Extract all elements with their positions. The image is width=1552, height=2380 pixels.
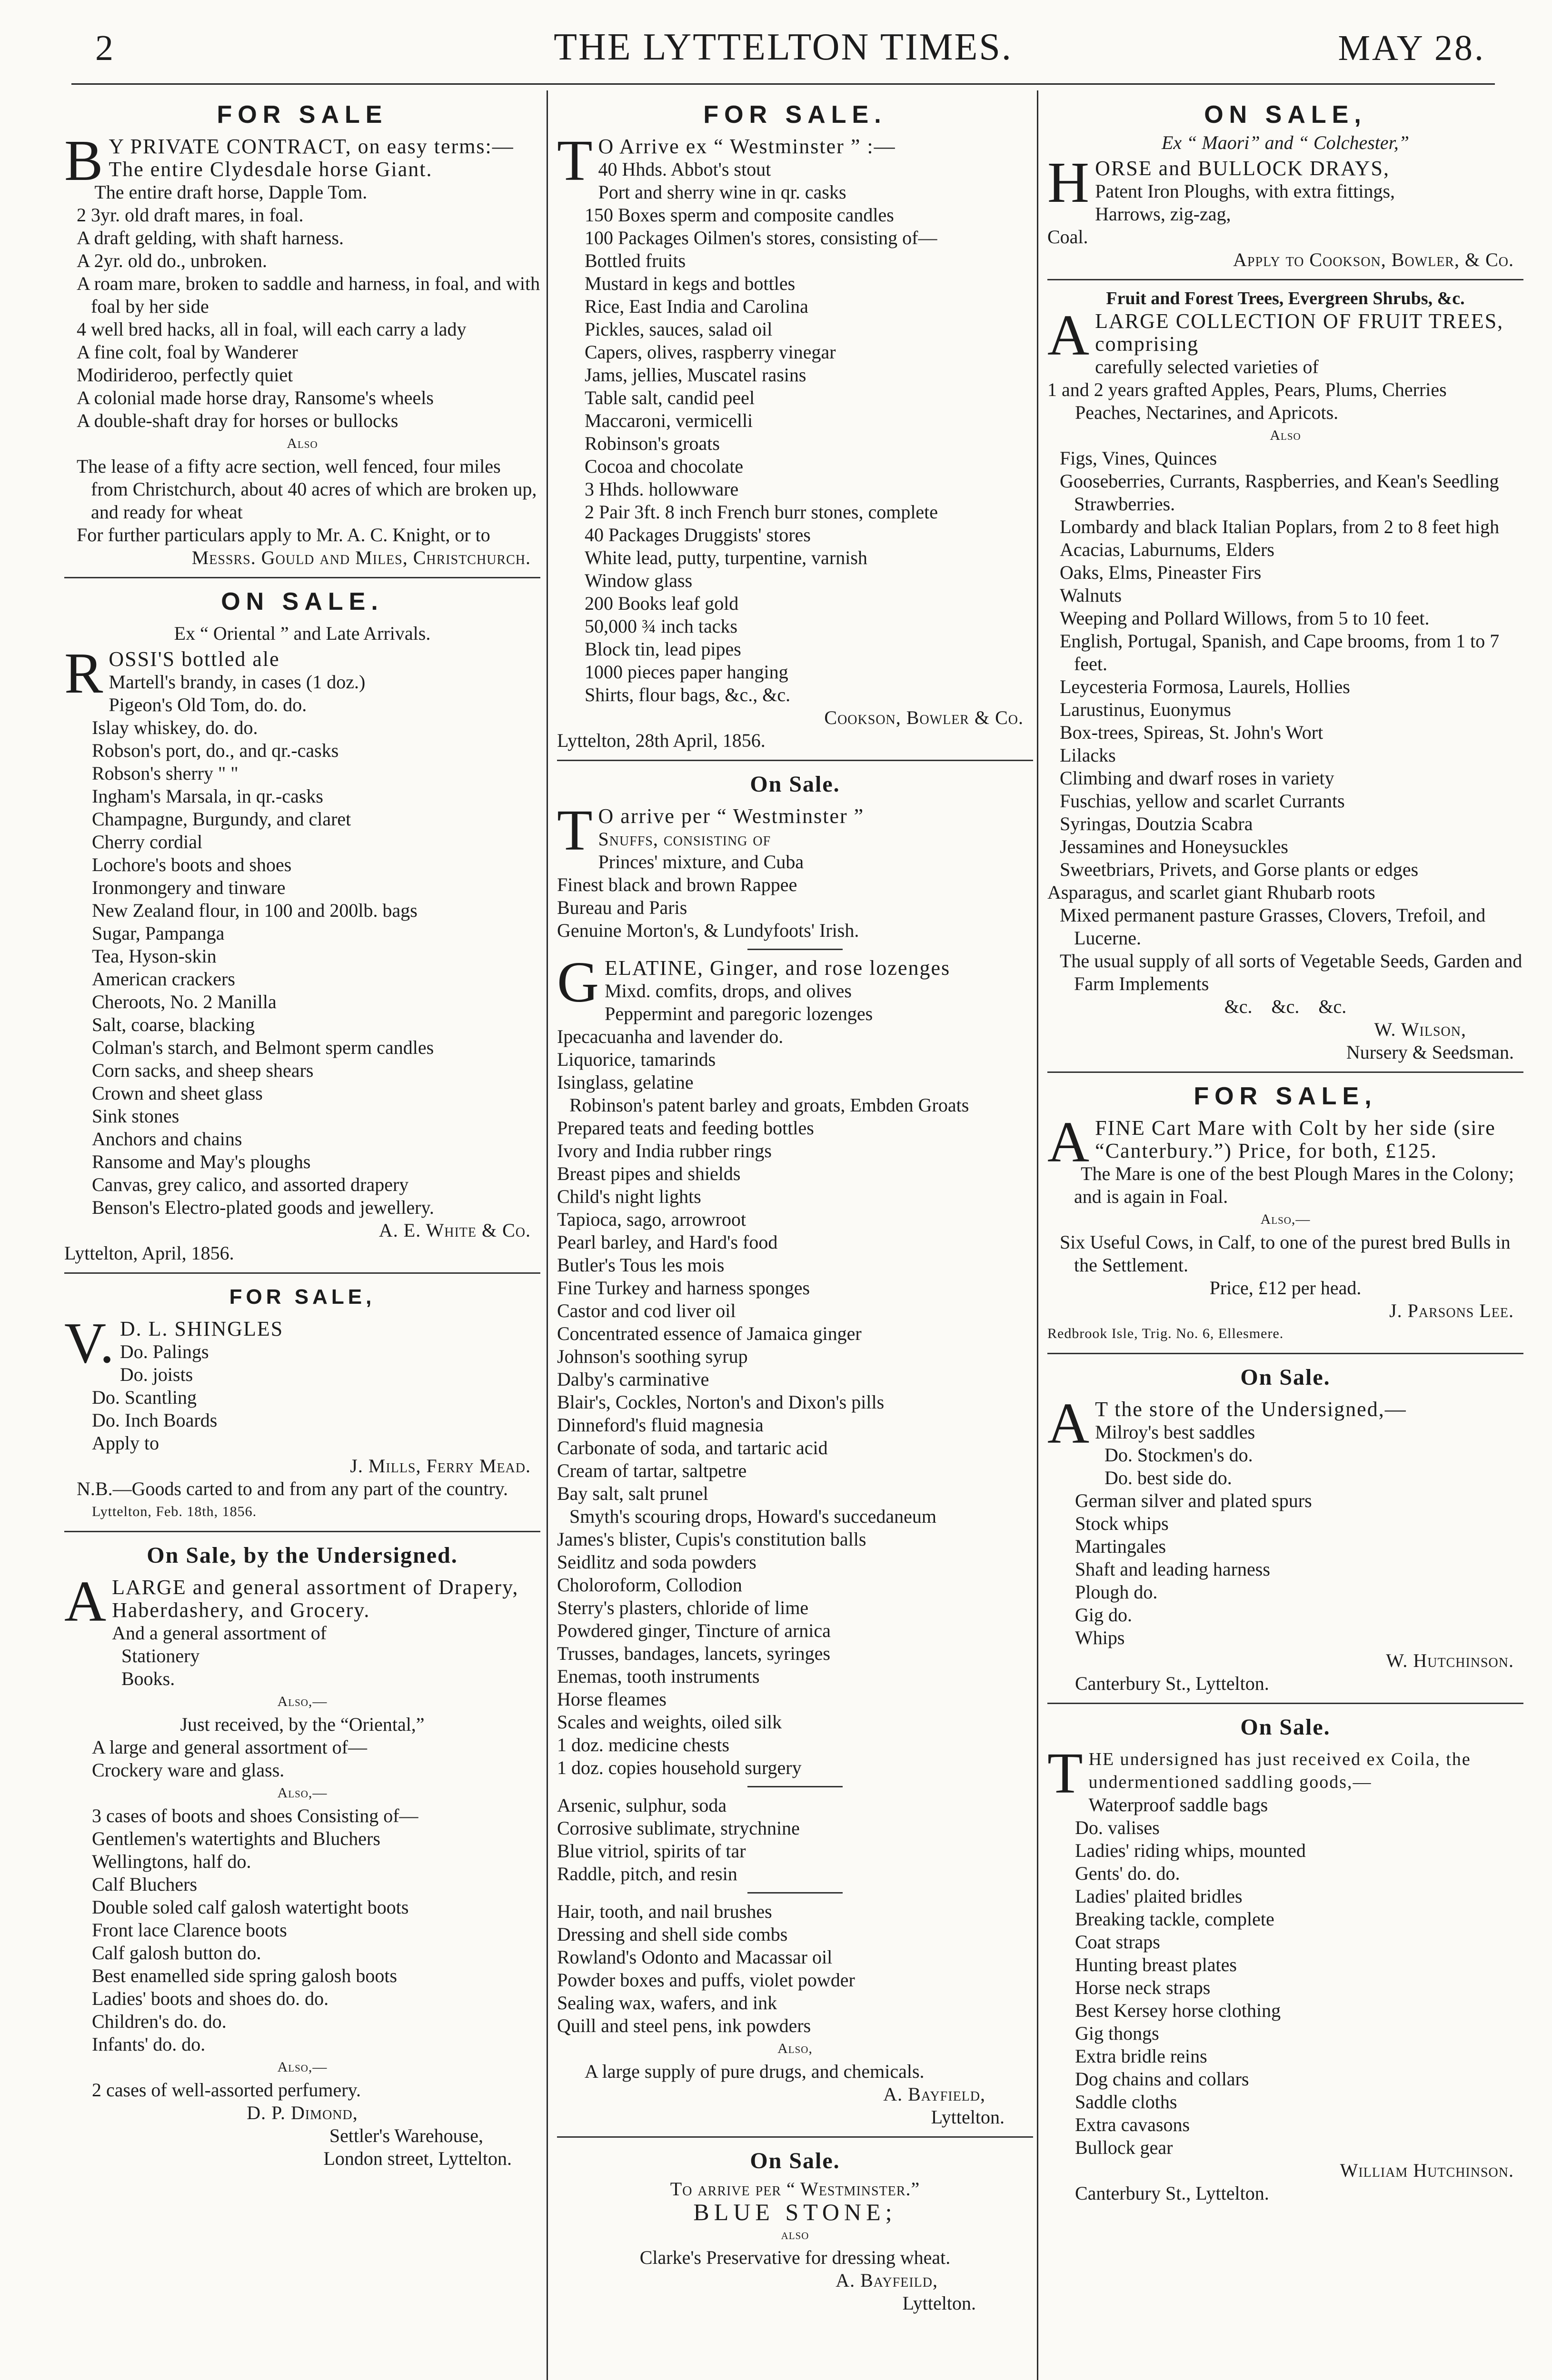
list-item: Quill and steel pens, ink powders [557,2015,811,2036]
ad-signature: A. Bayfield, [883,2083,985,2105]
also-label: Also [1270,427,1301,443]
ad-heading: Fruit and Forest Trees, Evergreen Shrubs, &c. [1106,288,1465,308]
ad-druggist-stores [557,768,1033,2129]
list-item: carefully selected varieties of [1095,356,1319,377]
list-item: New Zealand flour, in 100 and 200lb. bags [92,900,418,921]
price-text: Price, £12 per head. [1209,1277,1362,1299]
ad-heading: FOR SALE. [703,101,887,129]
list-item: Climbing and dwarf roses in variety [1060,767,1334,789]
list-item: Milroy's best saddles [1095,1421,1255,1443]
ad-subheading: Ex “ Maori” and “ Colchester,” [1161,132,1410,153]
list-item: Gentlemen's watertights and Bluchers [92,1828,380,1849]
list-item: Liquorice, tamarinds [557,1049,716,1070]
list-item: Plough do. [1075,1581,1158,1603]
list-item: Ironmongery and tinware [92,877,286,898]
ad-divider [64,1272,540,1274]
list-item: Shaft and leading harness [1075,1558,1270,1580]
list-item: Robinson's patent barley and groats, Embden Groats [569,1094,969,1116]
item-list [557,980,1033,1779]
ad-heading: On Sale. [1240,1715,1331,1740]
ad-signature: Messrs. Gould and Miles, Christchurch. [191,547,531,568]
item-list [557,828,1033,942]
item-list [557,1794,1033,1885]
ad-lead: HORSE and BULLOCK DRAYS, [1047,150,1390,215]
list-item: American crackers [92,968,235,990]
list-item: Robson's port, do., and qr.-casks [92,740,339,761]
list-item: Wellingtons, half do. [92,1851,251,1872]
ad-text: Six Useful Cows, in Calf, to one of the purest bred Bulls in the Settlement. [1060,1231,1511,1276]
list-item: Larustinus, Euonymus [1060,699,1231,720]
newspaper-title: THE LYTTELTON TIMES. [554,26,1013,68]
ad-shingles [64,1280,540,1523]
ad-saddling-goods [1047,1711,1523,2205]
list-item: 40 Packages Druggists' stores [585,524,811,545]
ad-divider [1047,1071,1523,1073]
list-item: Whips [1075,1627,1125,1648]
list-item: Cocoa and chocolate [585,456,744,477]
list-item: Ladies' plaited bridles [1075,1885,1243,1907]
list-item: Powdered ginger, Tincture of arnica [557,1620,831,1641]
list-item: A large supply of pure drugs, and chemicals. [585,2061,925,2082]
list-item: Robinson's groats [585,433,720,454]
item-list [1047,1794,1523,2159]
list-item: Pearl barley, and Hard's food [557,1231,778,1253]
ad-lead: ALARGE and general assortment of Drapery, Haberdashery, and Grocery. [64,1569,519,1634]
ad-lead: AFINE Cart Mare with Colt by her side (sire “Canterbury.”) Price, for both, £125. [1047,1110,1496,1174]
list-item: Extra bridle reins [1075,2045,1207,2067]
column-2 [557,95,1033,2380]
list-item: James's blister, Cupis's constitution balls [557,1528,866,1550]
list-item: Weeping and Pollard Willows, from 5 to 10 feet. [1060,607,1430,629]
masthead-rule [71,83,1495,85]
item-list [64,1340,540,1455]
ad-date: Lyttelton, Feb. 18th, 1856. [92,1504,257,1519]
ad-heading: On Sale. [750,2148,840,2173]
list-item: Peaches, Nectarines, and Apricots. [1075,402,1339,423]
ad-saddlery [1047,1361,1523,1695]
ad-signature-line: Lyttelton. [902,2292,976,2314]
list-item: English, Portugal, Spanish, and Cape brooms, from 1 to 7 feet. [1060,630,1500,674]
list-item: Carbonate of soda, and tartaric acid [557,1437,828,1458]
ad-signature: D. P. Dimond, [247,2102,358,2123]
column-3 [1047,95,1523,2380]
list-item: Hair, tooth, and nail brushes [557,1901,772,1922]
list-item: Fine Turkey and harness sponges [557,1277,810,1299]
ad-signature: A. E. White & Co. [378,1220,531,1241]
list-item: 2 3yr. old draft mares, in foal. [77,204,304,226]
list-item: Dressing and shell side combs [557,1924,788,1945]
list-item: Ingham's Marsala, in qr.-casks [92,785,323,807]
list-item: Sealing wax, wafers, and ink [557,1992,777,2013]
list-item: Dog chains and collars [1075,2068,1249,2090]
ad-divider [64,577,540,578]
list-item: 2 Pair 3ft. 8 inch French burr stones, complete [585,501,938,523]
list-item: 1 doz. copies household surgery [557,1757,802,1778]
list-item: Ransome and May's ploughs [92,1151,311,1172]
list-item: Patent Iron Ploughs, with extra fittings, [1095,180,1395,202]
also-label: Also,— [277,1785,328,1801]
section-divider [747,1892,843,1894]
list-item: 1 doz. medicine chests [557,1734,730,1755]
list-item: Gig thongs [1075,2023,1159,2044]
list-item: Box-trees, Spireas, St. John's Wort [1060,722,1323,743]
ad-divider [64,1531,540,1532]
ad-heading: ON SALE. [221,588,384,615]
list-item: Sterry's plasters, chloride of lime [557,1597,809,1618]
list-item: Ladies' boots and shoes do. do. [92,1988,329,2009]
ad-signature-line: London street, Lyttelton. [323,2148,512,2169]
list-item: Seidlitz and soda powders [557,1551,756,1573]
ad-fruit-trees [1047,287,1523,1064]
ad-place: Canterbury St., Lyttelton. [1075,2182,1269,2204]
masthead [71,19,1495,76]
ad-lead: AT the store of the Undersigned,— [1047,1391,1407,1456]
ad-westminster-stores [557,98,1033,752]
list-item: Books. [121,1668,175,1689]
list-item: Tea, Hyson-skin [92,945,217,967]
list-item: Harrows, zig-zag, [1095,203,1231,225]
ad-lead: V.D. L. SHINGLES [64,1311,284,1375]
list-item: Oaks, Elms, Pineaster Firs [1060,562,1262,583]
list-item: Tapioca, sago, arrowroot [557,1209,746,1230]
list-item: Sugar, Pampanga [92,922,225,944]
list-item: Martell's brandy, in cases (1 doz.) [109,671,366,693]
list-item: Fuschias, yellow and scarlet Currants [1060,790,1345,812]
list-item: Enemas, tooth instruments [557,1666,760,1687]
item-list [1047,447,1523,904]
ad-lead: TO arrive per “ Westminster ” [557,798,865,863]
list-item: 3 Hhds. hollowware [585,478,739,500]
list-item: Capers, olives, raspberry vinegar [585,341,836,363]
ad-lead: ROSSI'S bottled ale [64,641,280,705]
list-item: Bureau and Paris [557,897,687,918]
list-item: Canvas, grey calico, and assorted drapery [92,1174,409,1195]
list-item: Robson's sherry " " [92,763,239,784]
ad-heading: On Sale, by the Undersigned. [147,1543,458,1568]
list-item: Stationery [121,1645,200,1666]
list-item: 1000 pieces paper hanging [585,661,788,683]
ad-subheading: Ex “ Oriental ” and Late Arrivals. [174,623,431,644]
list-item: White lead, putty, turpentine, varnish [585,547,867,568]
also-label: Also, [777,2041,813,2056]
list-item: Lochore's boots and shoes [92,854,292,875]
list-item: Coat straps [1075,1931,1160,1953]
list-item: Do. joists [119,1364,193,1385]
list-item: Block tin, lead pipes [585,638,741,660]
list-item: Lombardy and black Italian Poplars, from 2 to 8 feet high [1060,516,1500,537]
list-item: Asparagus, and scarlet giant Rhubarb roots [1047,882,1375,903]
list-item: Crockery ware and glass. [92,1759,285,1781]
list-item: Do. Scantling [92,1387,197,1408]
list-item: Islay whiskey, do. do. [92,717,258,738]
section-divider [747,949,843,950]
ad-drapery [64,1539,540,2170]
list-item: A 2yr. old do., unbroken. [77,250,267,271]
ad-signature: W. Wilson, [1374,1019,1466,1040]
list-item: Corrosive sublimate, strychnine [557,1817,800,1839]
list-item: Arsenic, sulphur, soda [557,1795,727,1816]
list-item: 2 cases of well-assorted perfumery. [92,2079,361,2101]
list-item: Ladies' riding whips, mounted [1075,1840,1306,1861]
ad-divider [1047,1703,1523,1704]
list-item: Rowland's Odonto and Macassar oil [557,1946,833,1968]
list-item: Leycesteria Formosa, Laurels, Hollies [1060,676,1350,697]
list-item: Do. Stockmen's do. [1104,1444,1253,1466]
ad-heading: On Sale. [750,772,840,797]
list-item: &c. &c. &c. [1224,996,1347,1017]
ad-signature: A. Bayfeild, [836,2270,938,2291]
list-item: Sweetbriars, Privets, and Gorse plants or edges [1060,859,1419,880]
particulars-text: For further particulars apply to Mr. A. C. Knight, or to [77,524,490,545]
ad-divider [1047,1353,1523,1354]
list-item: 40 Hhds. Abbot's stout [598,159,771,180]
item-list [557,1900,1033,2037]
column-rule-1 [547,90,548,2380]
list-item: A colonial made horse dray, Ransome's wheels [77,387,434,408]
received-text: Just received, by the “Oriental,” [180,1714,425,1735]
list-item: Horse fleames [557,1688,667,1710]
page-number: 2 [95,28,113,68]
list-item: A fine colt, foal by Wanderer [77,341,298,363]
column-1 [64,95,540,2380]
ad-heading: ON SALE, [1204,101,1367,129]
list-item: Best Kersey horse clothing [1075,2000,1281,2021]
list-item: Gooseberries, Currants, Raspberries, and Kean's Seedling Strawberries. [1060,470,1499,515]
list-item: Saddle cloths [1075,2091,1177,2112]
list-item: Stock whips [1075,1513,1169,1534]
section-divider [747,1786,843,1787]
list-item: Crown and sheet glass [92,1082,263,1104]
list-item: Infants' do. do. [92,2033,206,2055]
list-item: Calf Bluchers [92,1874,198,1895]
ad-text: The Mare is one of the best Plough Mares in the Colony; and is again in Foal. [1074,1163,1514,1207]
list-item: Best enamelled side spring galosh boots [92,1965,398,1986]
list-item: Colman's starch, and Belmont sperm candles [92,1037,434,1058]
list-item: Benson's Electro-plated goods and jewellery. [92,1197,434,1218]
list-item: 4 well bred hacks, all in foal, will each carry a lady [77,318,467,340]
ad-signature-line: Lyttelton. [931,2106,1005,2128]
list-item: A roam mare, broken to saddle and harness, in foal, and with foal by her side [77,273,540,317]
item-list [64,181,540,432]
list-item: Martingales [1075,1536,1166,1557]
list-item: Cherry cordial [92,831,203,853]
also-label: Also,— [277,2059,328,2075]
list-item: Choloroform, Collodion [557,1574,742,1596]
list-item: Bay salt, salt prunel [557,1483,708,1504]
list-item: 200 Books leaf gold [585,593,739,614]
list-item: Do. Inch Boards [92,1409,218,1431]
list-item: Waterproof saddle bags [1088,1794,1268,1815]
list-item: Acacias, Laburnums, Elders [1060,539,1274,560]
list-item: Anchors and chains [92,1128,242,1150]
list-item: Figs, Vines, Quinces [1060,447,1217,469]
list-item: Concentrated essence of Jamaica ginger [557,1323,862,1344]
list-item: German silver and plated spurs [1075,1490,1312,1511]
list-item: Gents' do. do. [1075,1863,1180,1884]
list-item: Apply to [92,1432,159,1454]
ad-title: BLUE STONE; [693,2199,897,2225]
issue-date: MAY 28. [1338,28,1485,68]
list-item: Bullock gear [1075,2137,1173,2158]
ad-cart-mare [1047,1080,1523,1345]
list-item: Maccaroni, vermicelli [585,410,753,431]
also-label: Also,— [277,1694,328,1709]
also-label: also [781,2227,809,2242]
list-item: Finest black and brown Rappee [557,874,797,895]
ad-signature: Cookson, Bowler & Co. [824,707,1024,728]
ad-signature: William Hutchinson. [1340,2160,1514,2181]
ad-drays [1047,98,1523,271]
ad-lead: ALARGE COLLECTION OF FRUIT TREES, comprising [1047,303,1504,367]
list-item: Lilacks [1060,744,1116,766]
ad-signature: Apply to Cookson, Bowler, & Co. [1233,249,1514,270]
item-list [64,671,540,1219]
list-item: Table salt, candid peel [585,387,755,408]
list-item: Extra cavasons [1075,2114,1190,2135]
list-item: Ipecacuanha and lavender do. [557,1026,784,1047]
list-item: Blair's, Cockles, Norton's and Dixon's pills [557,1391,885,1413]
list-item: Sink stones [92,1105,179,1127]
list-item: Calf galosh button do. [92,1942,261,1964]
list-item: Mixd. comfits, drops, and olives [605,980,852,1002]
column-rule-2 [1037,90,1038,2380]
list-item: Salt, coarse, blacking [92,1014,255,1035]
list-item: Front lace Clarence boots [92,1919,287,1941]
ad-on-sale-oriental [64,585,540,1265]
list-item: 50,000 ¾ inch tacks [585,615,738,637]
list-item: Hunting breast plates [1075,1954,1237,1975]
list-item: Rice, East India and Carolina [585,296,808,317]
list-item: Trusses, bandages, lancets, syringes [557,1643,831,1664]
list-item: Jessamines and Honeysuckles [1060,836,1288,857]
list-item: Horse neck straps [1075,1977,1211,1998]
list-item: Champagne, Burgundy, and claret [92,808,351,830]
list-item: Port and sherry wine in qr. casks [598,181,846,203]
ad-heading: FOR SALE [217,101,388,129]
list-item: Pigeon's Old Tom, do. do. [109,694,307,715]
list-item: Jams, jellies, Muscatel rasins [585,364,806,386]
ad-signature-line: Settler's Warehouse, [329,2125,483,2146]
item-list [64,1805,540,2056]
list-item: Castor and cod liver oil [557,1300,736,1321]
item-list [1047,1421,1523,1649]
ad-date: Lyttelton, 28th April, 1856. [557,730,766,751]
list-item: Children's do. do. [92,2011,227,2032]
list-item: Dinneford's fluid magnesia [557,1414,764,1436]
list-item: Butler's Tous les mois [557,1254,725,1276]
ad-signature: W. Hutchinson. [1386,1650,1514,1671]
list-item: Gig do. [1075,1604,1132,1626]
list-item: Walnuts [1060,585,1122,606]
list-item: Breast pipes and shields [557,1163,741,1184]
list-item: 3 cases of boots and shoes Consisting of— [92,1805,418,1826]
list-item: The entire draft horse, Dapple Tom. [94,181,368,203]
ad-signature-line: Nursery & Seedsman. [1346,1041,1514,1063]
ad-lead: GELATINE, Ginger, and rose lozenges [557,950,951,1014]
list-item: Princes' mixture, and Cuba [598,851,804,873]
list-item: Shirts, flour bags, &c., &c. [585,684,791,705]
list-item: Do. best side do. [1104,1467,1232,1488]
ad-lead: THE undersigned has just received ex Coila, the undermentioned saddling goods,— [1047,1741,1471,1805]
list-item: A draft gelding, with shaft harness. [77,227,344,248]
list-item: Coal. [1047,226,1088,248]
list-item: Mixed permanent pasture Grasses, Clovers, Trefoil, and Lucerne. [1060,904,1486,949]
list-item: 100 Packages Oilmen's stores, consisting of— [585,227,937,248]
list-item: Johnson's soothing syrup [557,1346,748,1367]
list-item: Isinglass, gelatine [557,1071,694,1093]
list-item: Do. valises [1075,1817,1160,1838]
list-item: Modirideroo, perfectly quiet [77,364,293,386]
also-label: Also,— [1260,1211,1311,1227]
list-item: Pickles, sauces, salad oil [585,318,773,340]
list-item: Snuffs, consisting of [598,828,771,850]
nb-note: N.B.—Goods carted to and from any part of the country. [77,1478,508,1499]
list-item: Dalby's carminative [557,1368,709,1390]
ad-place-date: Lyttelton, April, 1856. [64,1242,234,1264]
list-item: Genuine Morton's, & Lundyfoots' Irish. [557,920,859,941]
ad-text: Clarke's Preservative for dressing wheat. [639,2247,951,2268]
list-item: Mustard in kegs and bottles [585,273,796,294]
list-item: Do. Palings [119,1341,209,1362]
lease-text: The lease of a fifty acre section, well fenced, four miles from Christchurch, about 40 acres of which are broken up, and ready for wheat [77,456,537,523]
list-item: Cheroots, No. 2 Manilla [92,991,277,1012]
item-list [557,158,1033,706]
ad-signature: J. Mills, Ferry Mead. [350,1455,531,1477]
ad-heading: On Sale. [1240,1365,1331,1390]
list-item: Double soled calf galosh watertight boots [92,1896,409,1918]
list-item: Blue vitriol, spirits of tar [557,1840,746,1862]
list-item: Window glass [585,570,693,591]
ad-heading: FOR SALE, [1194,1082,1377,1110]
list-item: Child's night lights [557,1186,701,1207]
ad-divider [1047,279,1523,280]
list-item: Ivory and India rubber rings [557,1140,772,1161]
list-item: A large and general assortment of— [92,1736,367,1758]
list-item: A double-shaft dray for horses or bullocks [77,410,398,431]
list-item: Prepared teats and feeding bottles [557,1117,814,1139]
list-item: Raddle, pitch, and resin [557,1863,737,1884]
list-item: Smyth's scouring drops, Howard's succedaneum [569,1506,936,1527]
list-item: The usual supply of all sorts of Vegetable Seeds, Garden and Farm Implements [1060,950,1522,994]
item-list [1047,356,1523,424]
list-item: Cream of tartar, saltpetre [557,1460,747,1481]
list-item: Scales and weights, oiled silk [557,1711,782,1733]
list-item: And a general assortment of [112,1622,327,1644]
ad-heading: FOR SALE, [229,1285,376,1309]
list-item: Powder boxes and puffs, violet powder [557,1969,855,1991]
list-item: Syringas, Doutzia Scabra [1060,813,1253,834]
list-item: 1 and 2 years grafted Apples, Pears, Plums, Cherries [1047,379,1447,400]
ad-blue-stone [557,2144,1033,2315]
list-item: Peppermint and paregoric lozenges [605,1003,873,1024]
ad-place: Canterbury St., Lyttelton. [1075,1673,1269,1694]
list-item: Corn sacks, and sheep shears [92,1060,314,1081]
ad-horses-for-sale [64,98,540,569]
ad-subheading: To arrive per “ Westminster.” [670,2178,920,2200]
list-item: 150 Boxes sperm and composite candles [585,204,894,226]
ad-lead: BY PRIVATE CONTRACT, on easy terms:—The entire Clydesdale horse Giant. [64,129,514,193]
ad-place: Redbrook Isle, Trig. No. 6, Ellesmere. [1047,1326,1284,1341]
list-item: Breaking tackle, complete [1075,1908,1274,1930]
also-label: Also [287,436,318,451]
ad-signature: J. Parsons Lee. [1389,1300,1514,1321]
ad-divider [557,760,1033,761]
list-item: Bottled fruits [585,250,686,271]
ad-divider [557,2136,1033,2138]
ad-lead: TO Arrive ex “ Westminster ” :— [557,129,896,193]
